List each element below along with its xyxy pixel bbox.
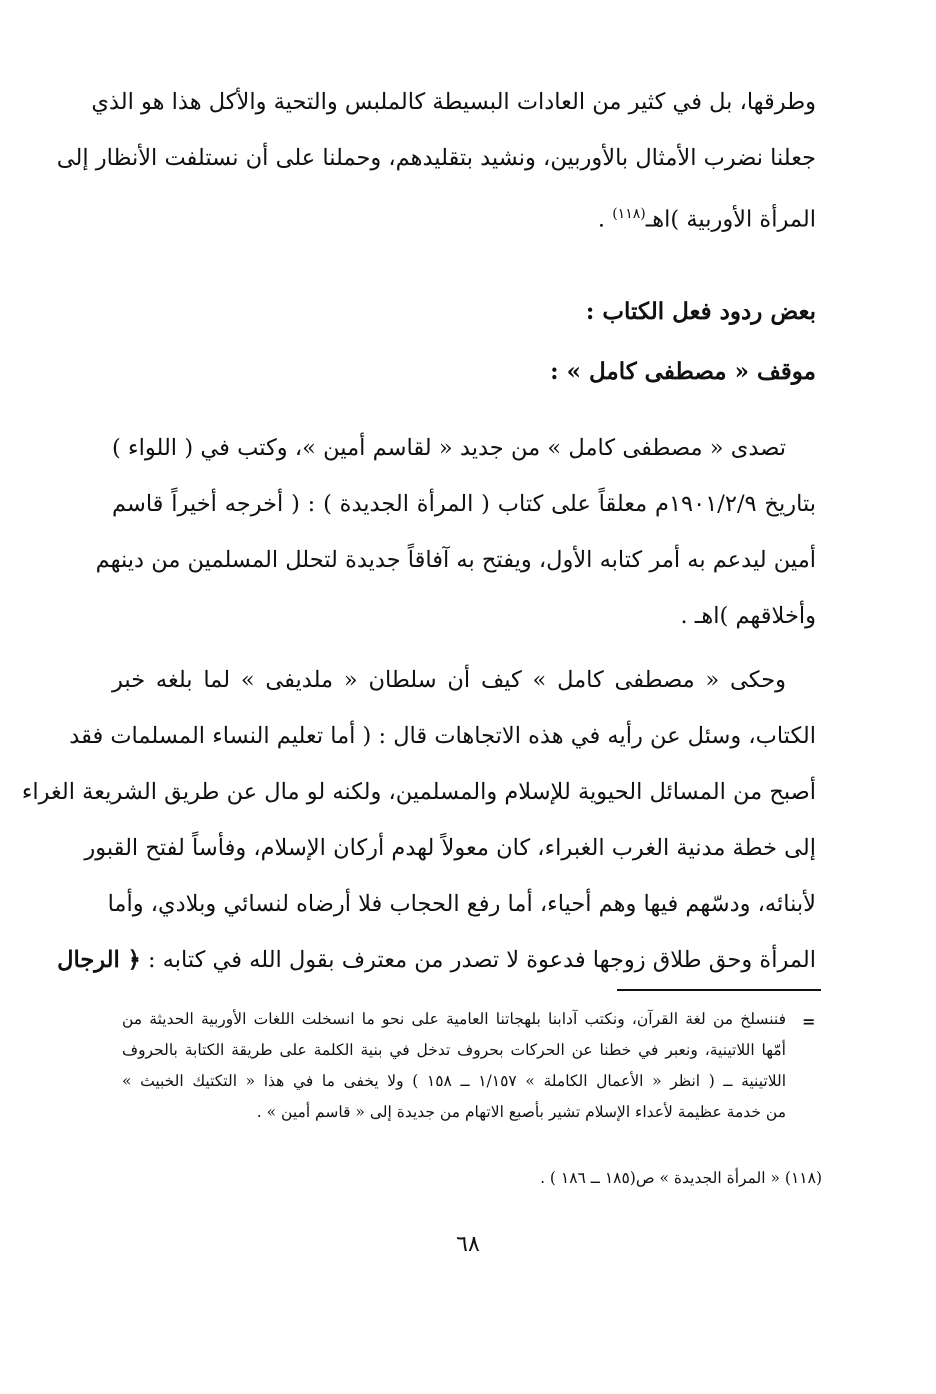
footnote-118 <box>122 1163 822 1194</box>
section-heading: بعض ردود فعل الكتاب : <box>585 298 816 325</box>
footnote-line: اللاتينية ــ ( انظر « الأعمال الكاملة » ١/١٥٧ ــ ١٥٨ ) ولا يخفى ما في هذا « التكتيك الخبيث » <box>122 1072 787 1090</box>
paragraph-continuation <box>56 74 816 242</box>
subsection-heading: موقف « مصطفى كامل » : <box>550 358 816 385</box>
text-line: أصبح من المسائل الحيوية للإسلام والمسلمين، ولكنه لو مال عن طريق الشريعة الغراء <box>21 779 816 805</box>
text-line: بتاريخ ١٩٠١/٢/٩م معلقاً على كتاب ( المرأة الجديدة ) : ( أخرجه أخيراً قاسم <box>112 491 816 517</box>
text-line: لأبنائه، ودسّهم فيها وهم أحياء، أما رفع الحجاب فلا أرضاه لنسائي وبلادي، وأما <box>107 891 816 917</box>
paragraph-mustafa-kamil-response <box>95 420 816 644</box>
section-headings <box>112 282 816 402</box>
text-line: وحكى « مصطفى كامل » كيف أن سلطان « ملديفى » لما بلغه خبر <box>112 667 786 693</box>
quran-quote-start: ﴿ الرجال <box>57 947 141 973</box>
footnote-line: أمّها اللاتينية، ونعبر في خطنا عن الحركات بحروف تدخل في بنية الكلمة على طريقة الكتابة بالحروف <box>122 1041 786 1059</box>
footnote-line: فننسلخ من لغة القرآن، ونكتب آدابنا بلهجاتنا العامية على نحو ما انسخلت اللغات الأوربية الحديثة من <box>122 1010 786 1028</box>
text-line <box>57 932 816 988</box>
text-line: تصدى « مصطفى كامل » من جديد « لقاسم أمين »، وكتب في ( اللواء ) <box>112 435 786 461</box>
footnote-separator <box>617 989 821 991</box>
paragraph-sultan-opinion <box>21 652 816 988</box>
text-fragment: المرأة وحق طلاق زوجها فدعوة لا تصدر من معترف بقول الله في كتابه : <box>147 947 816 973</box>
text-line: الكتاب، وسئل عن رأيه في هذه الاتجاهات قال : ( أما تعليم النساء المسلمات فقد <box>69 723 816 749</box>
text-line: وطرقها، بل في كثير من العادات البسيطة كالملبس والتحية والأكل هذا هو الذي <box>91 89 816 115</box>
footnote-line: من خدمة عظيمة لأعداء الإسلام تشير بأصبع الاتهام من جديدة إلى « قاسم أمين » . <box>256 1103 786 1121</box>
text-line: جعلنا نضرب الأمثال بالأوربين، ونشيد بتقليدهم، وحملنا على أن نستلفت الأنظار إلى <box>56 145 816 171</box>
footnote-line: (١١٨) « المرأة الجديدة » ص(١٨٥ ــ ١٨٦ ) . <box>540 1169 822 1187</box>
page-number: ٦٨ <box>456 1232 480 1257</box>
text-line: أمين ليدعم به أمر كتابه الأول، ويفتح به آفاقاً جديدة لتحلل المسلمين من دينهم <box>95 547 816 573</box>
footnote-continuation-mark: = <box>802 1012 816 1031</box>
text-line: وأخلاقهم )اهـ . <box>680 603 816 629</box>
text-fragment: . <box>597 206 613 233</box>
text-line: إلى خطة مدنية الغرب الغبراء، كان معولاً لهدم أركان الإسلام، وفأساً لفتح القبور <box>84 835 816 861</box>
footnote-ref-118: (١١٨) <box>612 206 646 222</box>
text-fragment: المرأة الأوربية )اهـ <box>645 206 816 233</box>
text-line <box>112 186 816 242</box>
footnote-continuation <box>122 1004 786 1128</box>
